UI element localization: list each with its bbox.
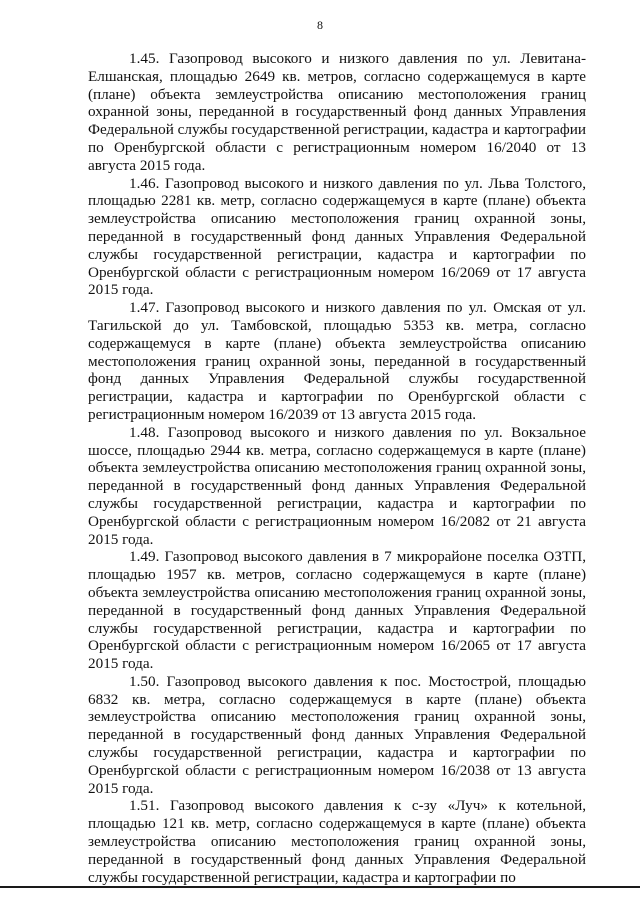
paragraph-1-51: 1.51. Газопровод высокого давления к с-зу «Луч» к котельной, площадью 121 кв. метр, согласно содержащемуся в карте (плане) объекта землеустройства описанию местоположения границ охранной зоны, переданной в государственный фонд данных Управления Федеральной службы государственной регистрации, кадастра и картографии по — [88, 797, 586, 886]
page-number: 8 — [317, 18, 323, 32]
paragraph-1-50: 1.50. Газопровод высокого давления к пос. Мостострой, площадью 6832 кв. метра, согласно содержащемуся в карте (плане) объекта землеустройства описанию местоположения границ охранной зоны, переданной в государственный фонд данных Управления Федеральной службы государственной регистрации, кадастра и картографии по Оренбургской области с регистрационным номером 16/2038 от 13 августа 2015 года. — [88, 672, 586, 797]
paragraph-1-48: 1.48. Газопровод высокого и низкого давления по ул. Вокзальное шоссе, площадью 2944 кв. метра, согласно содержащемуся в карте (плане) объекта землеустройства описанию местоположения границ охранной зоны, переданной в государственный фонд данных Управления Федеральной службы государственной регистрации, кадастра и картографии по Оренбургской области с регистрационным номером 16/2082 от 21 августа 2015 года. — [88, 423, 586, 548]
paragraph-1-47: 1.47. Газопровод высокого и низкого давления по ул. Омская от ул. Тагильской до ул. Тамбовской, площадью 5353 кв. метра, согласно содержащемуся в карте (плане) объекта землеустройства описанию местоположения границ охранной зоны, переданной в государственный фонд данных Управления Федеральной службы государственной регистрации, кадастра и картографии по Оренбургской области с регистрационным номером 16/2039 от 13 августа 2015 года. — [88, 299, 586, 423]
paragraph-1-45: 1.45. Газопровод высокого и низкого давления по ул. Левитана-Елшанская, площадью 2649 кв. метров, согласно содержащемуся в карте (плане) объекта землеустройства описанию местоположения границ охранной зоны, переданной в государственный фонд данных Управления Федеральной службы государственной регистрации, кадастра и картографии по Оренбургской области с регистрационным номером 16/2040 от 13 августа 2015 года. — [88, 50, 586, 174]
document-body — [88, 50, 586, 886]
paragraph-1-49: 1.49. Газопровод высокого давления в 7 микрорайоне поселка ОЗТП, площадью 1957 кв. метров, согласно содержащемуся в карте (плане) объекта землеустройства описанию местоположения границ охранной зоны, переданной в государственный фонд данных Управления Федеральной службы государственной регистрации, кадастра и картографии по Оренбургской области с регистрационным номером 16/2065 от 17 августа 2015 года. — [88, 548, 586, 673]
bottom-scan-edge — [0, 886, 640, 888]
paragraph-1-46: 1.46. Газопровод высокого и низкого давления по ул. Льва Толстого, площадью 2281 кв. метр, согласно содержащемуся в карте (плане) объекта землеустройства описанию местоположения границ охранной зоны, переданной в государственный фонд данных Управления Федеральной службы государственной регистрации, кадастра и картографии по Оренбургской области с регистрационным номером 16/2069 от 17 августа 2015 года. — [88, 174, 586, 299]
